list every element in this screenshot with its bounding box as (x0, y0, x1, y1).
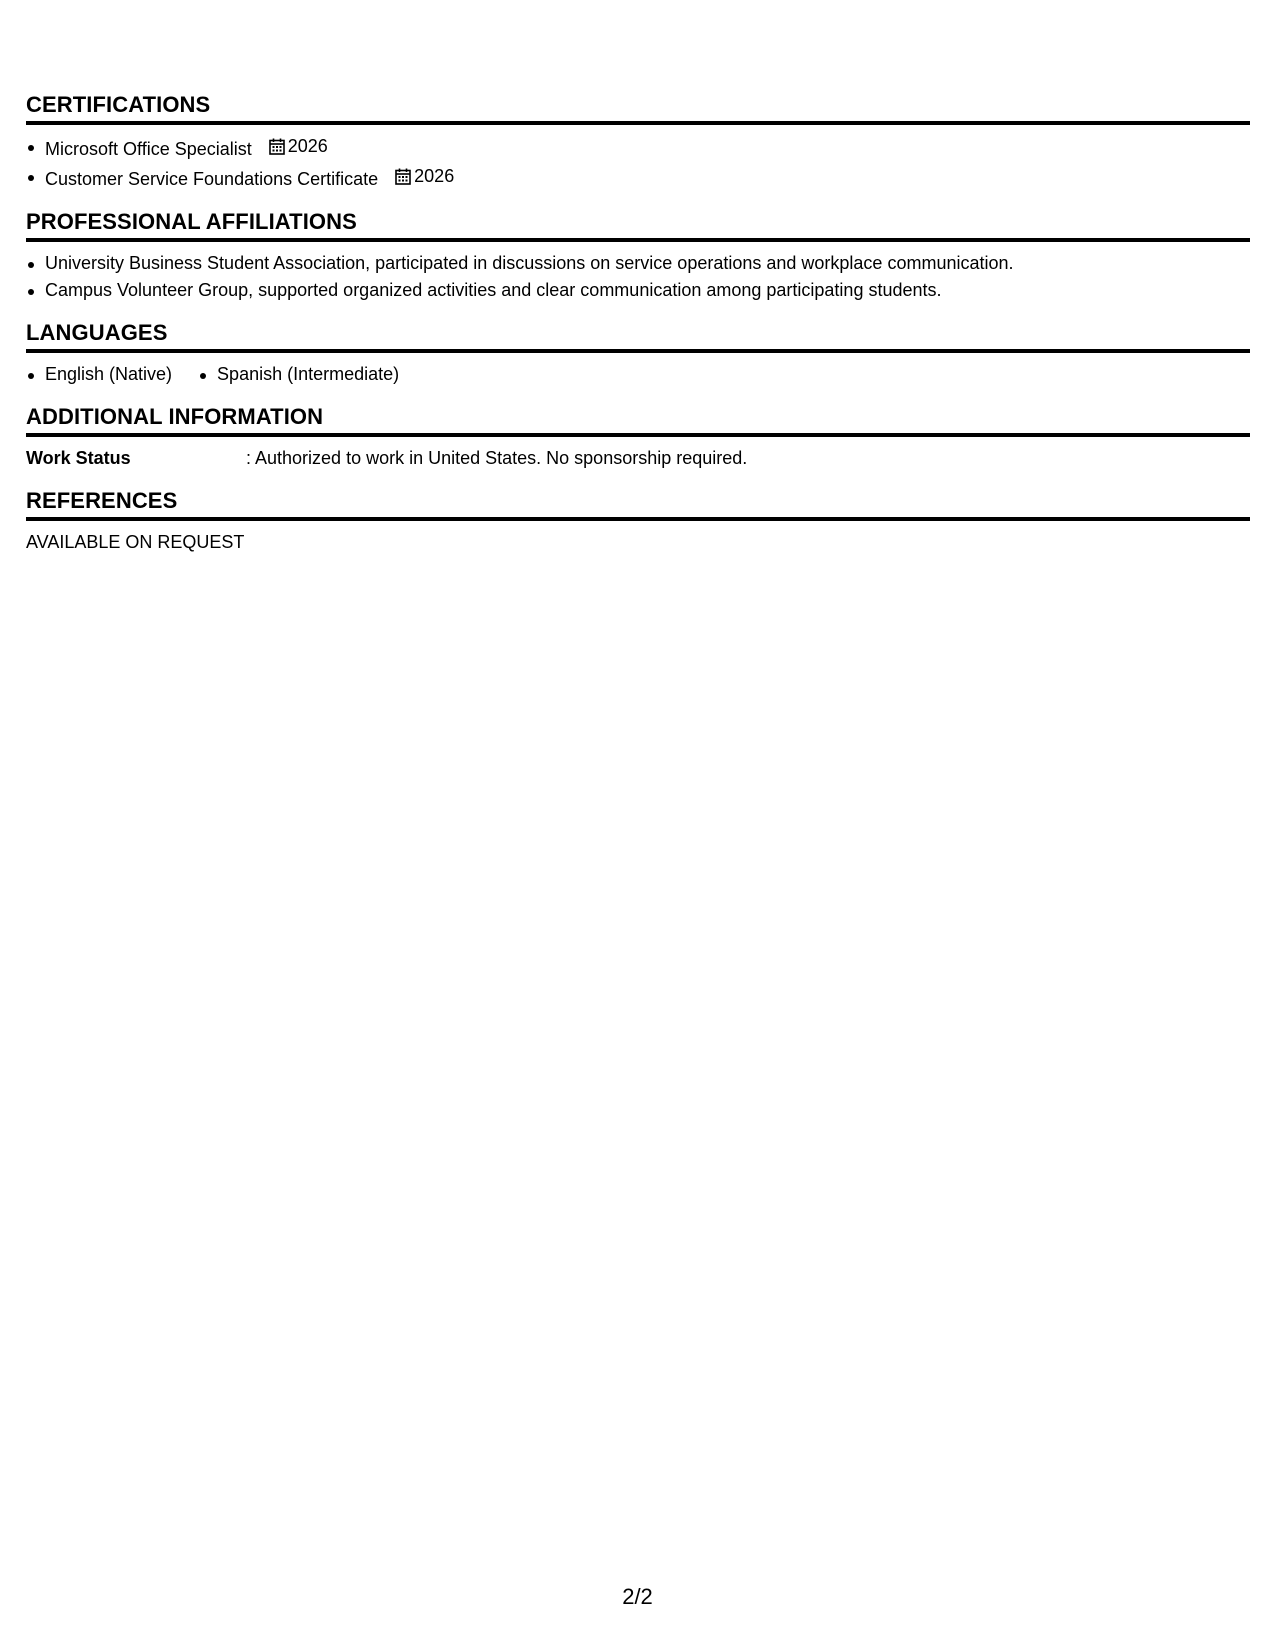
affiliation-item: Campus Volunteer Group, supported organized activities and clear communication among participating students. (26, 277, 1250, 304)
work-status-value: : Authorized to work in United States. No sponsorship required. (246, 448, 748, 468)
language-item: English (Native) (26, 361, 172, 388)
language-item: Spanish (Intermediate) (198, 361, 399, 388)
certification-name: Customer Service Foundations Certificate (45, 169, 379, 189)
certifications-section (26, 92, 1250, 193)
calendar-icon (269, 138, 285, 155)
references-heading: REFERENCES (26, 488, 1250, 521)
additional-information-heading: ADDITIONAL INFORMATION (26, 404, 1250, 437)
references-text: AVAILABLE ON REQUEST (26, 532, 245, 552)
certification-date (269, 133, 328, 160)
certifications-heading: CERTIFICATIONS (26, 92, 1250, 125)
calendar-icon (395, 168, 411, 185)
additional-information-section (26, 404, 1250, 472)
languages-section (26, 320, 1250, 388)
certification-year: 2026 (414, 166, 455, 186)
languages-heading: LANGUAGES (26, 320, 1250, 353)
resume-page (26, 92, 1250, 572)
page-number: 2/2 (622, 1584, 653, 1609)
languages-list (26, 361, 1250, 388)
certification-year: 2026 (287, 136, 328, 156)
references-section (26, 488, 1250, 556)
certification-date (395, 163, 454, 190)
work-status-row (26, 445, 1250, 472)
affiliations-list (26, 250, 1250, 304)
affiliations-section (26, 209, 1250, 304)
certifications-list (26, 133, 1250, 193)
certification-name: Microsoft Office Specialist (45, 139, 252, 159)
certification-item (26, 163, 1250, 193)
affiliation-item: University Business Student Association, participated in discussions on service operations and workplace communication. (26, 250, 1250, 277)
certification-item (26, 133, 1250, 163)
affiliations-heading: PROFESSIONAL AFFILIATIONS (26, 209, 1250, 242)
work-status-label: Work Status (26, 448, 131, 468)
